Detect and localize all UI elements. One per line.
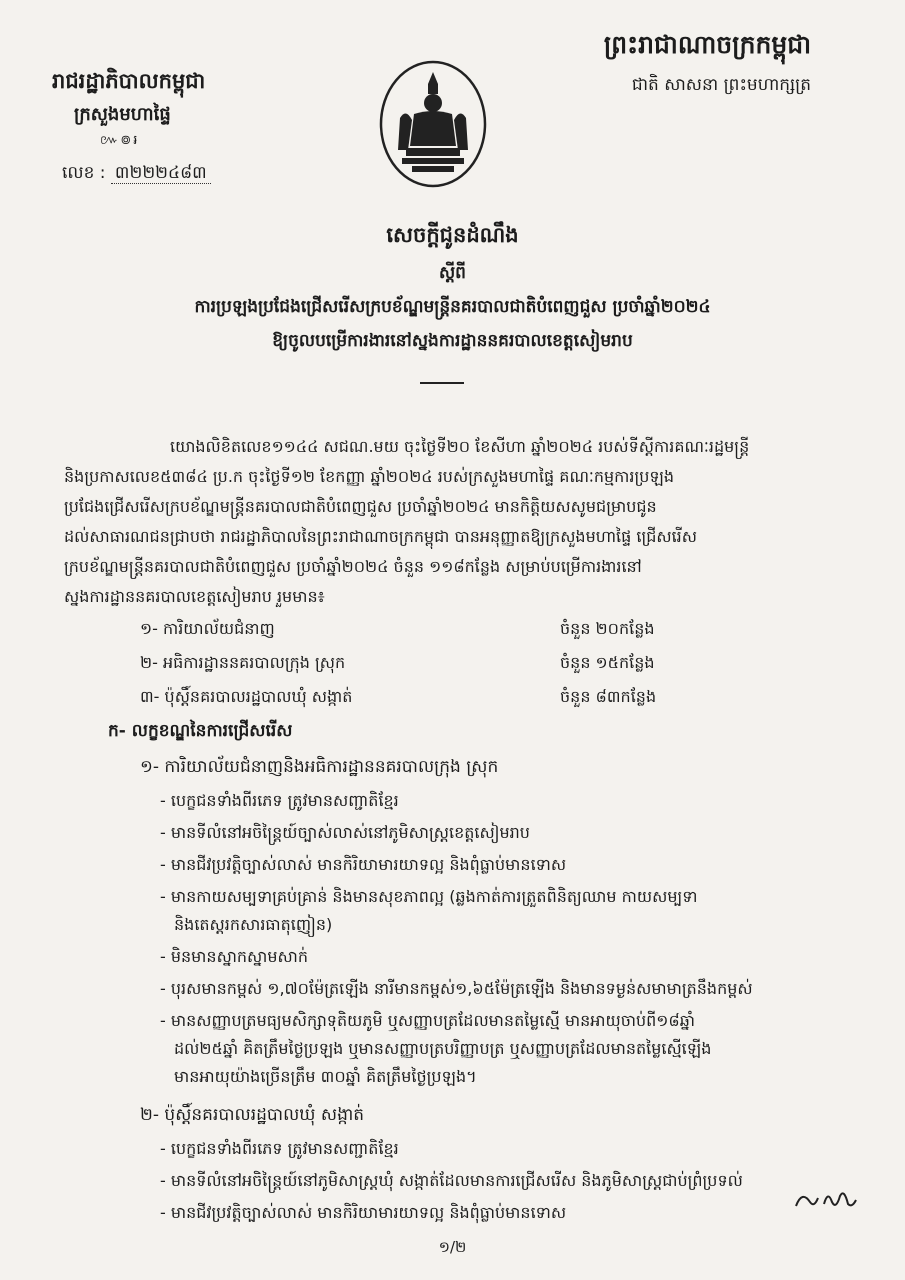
intro-line: ដល់សាធារណជនជ្រាបថា រាជរដ្ឋាភិបាលនៃព្រះរាជាណាចក្រកម្ពុជា បានអនុញ្ញាតឱ្យក្រសួងមហាផ្ទៃ ជ្រើសរើស bbox=[64, 527, 697, 546]
intro-line: និងប្រកាសលេខ៥៣៨៤ ប្រ.ក ចុះថ្ងៃទី១២ ខែកញ្ញា ឆ្នាំ២០២៤ របស់ក្រសួងមហាផ្ទៃ គណៈកម្មការប្រឡង bbox=[64, 467, 675, 486]
requirement-item: - មានកាយសម្បទាគ្រប់គ្រាន់ និងមានសុខភាពល្អ (ឆ្លងកាត់ការត្រួតពិនិត្យឈាម កាយសម្បទា bbox=[160, 887, 698, 906]
requirement-item: - មានជីវប្រវត្តិច្បាស់លាស់ មានកិរិយាមារយាទល្អ និងពុំធ្លាប់មានទោស bbox=[160, 855, 567, 874]
ministry-emblem bbox=[378, 58, 488, 188]
page-number: ១/២ bbox=[438, 1238, 467, 1256]
section-a-heading: ក- លក្ខខណ្ឌនៃការជ្រើសរើស bbox=[108, 721, 293, 741]
requirement-item: - មានទីលំនៅអចិន្ត្រៃយ៍ច្បាស់លាស់នៅភូមិសាស្ត្រខេត្តសៀមរាប bbox=[160, 823, 530, 842]
ornament-divider: ៚៙៛ bbox=[100, 133, 140, 148]
allocation-label: ៣- ប៉ុស្តិ៍នគរបាលរដ្ឋបាលឃុំ សង្កាត់ bbox=[140, 687, 353, 706]
intro-line: ស្នងការដ្ឋាននគរបាលខេត្តសៀមរាប រួមមាន៖ bbox=[64, 587, 325, 606]
requirement-item: - មានជីវប្រវត្តិច្បាស់លាស់ មានកិរិយាមារយាទល្អ និងពុំធ្លាប់មានទោស bbox=[160, 1203, 567, 1222]
requirement-item: - បុរសមានកម្ពស់ ១,៧០ម៉ែត្រឡើង នារីមានកម្ពស់១,៦៥ម៉ែត្រឡើង និងមានទម្ងន់សមាមាត្រនឹងកម្ពស់ bbox=[160, 979, 753, 998]
requirement-item-continuation: មានអាយុយ៉ាងច្រើនត្រឹម ៣០ឆ្នាំ គិតត្រឹមថ្ងៃប្រឡង។ bbox=[174, 1067, 477, 1086]
intro-line: ប្រជែងជ្រើសរើសក្របខ័ណ្ឌមន្ត្រីនគរបាលជាតិបំពេញជួស ប្រចាំឆ្នាំ២០២៤ មានកិត្តិយសសូមជម្រាបជូន bbox=[64, 497, 657, 516]
requirement-item: - មិនមានស្នាកស្នាមសាក់ bbox=[160, 947, 308, 966]
allocation-label: ២- អធិការដ្ឋាននគរបាលក្រុង ស្រុក bbox=[140, 653, 346, 672]
title-separator bbox=[420, 382, 464, 384]
kingdom-title: ព្រះរាជាណាចក្រកម្ពុជា bbox=[603, 30, 811, 59]
allocation-count: ចំនួន ២០កន្លែង bbox=[560, 619, 655, 638]
government-name: រាជរដ្ឋាភិបាលកម្ពុជា bbox=[52, 69, 206, 93]
subsection-2-heading: ២- ប៉ុស្តិ៍នគរបាលរដ្ឋបាលឃុំ សង្កាត់ bbox=[140, 1105, 365, 1125]
allocation-label: ១- ការិយាល័យជំនាញ bbox=[140, 619, 275, 638]
document-number-value: ៣២២២៤៨៣ bbox=[111, 163, 211, 184]
subject-line-1: ការប្រឡងប្រជែងជ្រើសរើសក្របខ័ណ្ឌមន្ត្រីនគរបាលជាតិបំពេញជួស ប្រចាំឆ្នាំ២០២៤ bbox=[194, 297, 711, 317]
intro-paragraph bbox=[64, 432, 824, 612]
requirement-item: - បេក្ខជនទាំងពីរភេទ ត្រូវមានសញ្ជាតិខ្មែរ bbox=[160, 791, 399, 810]
allocation-count: ចំនួន ៨៣កន្លែង bbox=[560, 687, 657, 706]
initials-signature bbox=[792, 1184, 860, 1214]
national-motto: ជាតិ សាសនា ព្រះមហាក្សត្រ bbox=[631, 75, 811, 95]
allocation-count: ចំនួន ១៥កន្លែង bbox=[560, 653, 655, 672]
document-number-label: លេខ : bbox=[62, 163, 106, 183]
requirement-item-continuation: ដល់២៥ឆ្នាំ គិតត្រឹមថ្ងៃប្រឡង ឬមានសញ្ញាបត្របរិញ្ញាបត្រ ឬសញ្ញាបត្រដែលមានតម្លៃស្មើឡើង bbox=[174, 1039, 712, 1058]
intro-line: យោងលិខិតលេខ១១៤៤ សជណ.មយ ចុះថ្ងៃទី២០ ខែសីហា ឆ្នាំ២០២៤ របស់ទីស្តីការគណៈរដ្ឋមន្ត្រី bbox=[170, 437, 750, 456]
ministry-name: ក្រសួងមហាផ្ទៃ bbox=[74, 104, 171, 125]
subsection-1-heading: ១- ការិយាល័យជំនាញនិងអធិការដ្ឋាននគរបាលក្រុង ស្រុក bbox=[140, 757, 499, 777]
subject-label: ស្តីពី bbox=[439, 263, 466, 283]
requirement-item: - មានទីលំនៅអចិន្ត្រៃយ៍នៅភូមិសាស្ត្រឃុំ សង្កាត់ដែលមានការជ្រើសរើស និងភូមិសាស្ត្រជាប់ព្រំប្រទល់ bbox=[160, 1171, 743, 1190]
intro-line: ក្របខ័ណ្ឌមន្ត្រីនគរបាលជាតិបំពេញជួស ប្រចាំឆ្នាំ២០២៤ ចំនួន ១១៨កន្លែង សម្រាប់បម្រើការងារនៅ bbox=[64, 557, 642, 576]
requirement-item: - មានសញ្ញាបត្រមធ្យមសិក្សាទុតិយភូមិ ឬសញ្ញាបត្រដែលមានតម្លៃស្មើ មានអាយុចាប់ពី១៨ឆ្នាំ bbox=[160, 1011, 695, 1030]
requirement-item: - បេក្ខជនទាំងពីរភេទ ត្រូវមានសញ្ជាតិខ្មែរ bbox=[160, 1139, 399, 1158]
requirement-item-continuation: និងតេស្តរកសារធាតុញៀន) bbox=[174, 915, 333, 934]
subject-line-2: ឱ្យចូលបម្រើការងារនៅស្នងការដ្ឋាននគរបាលខេត្តសៀមរាប bbox=[272, 331, 633, 351]
notice-title: សេចក្តីជូនដំណឹង bbox=[386, 223, 519, 247]
document-number bbox=[62, 162, 211, 187]
